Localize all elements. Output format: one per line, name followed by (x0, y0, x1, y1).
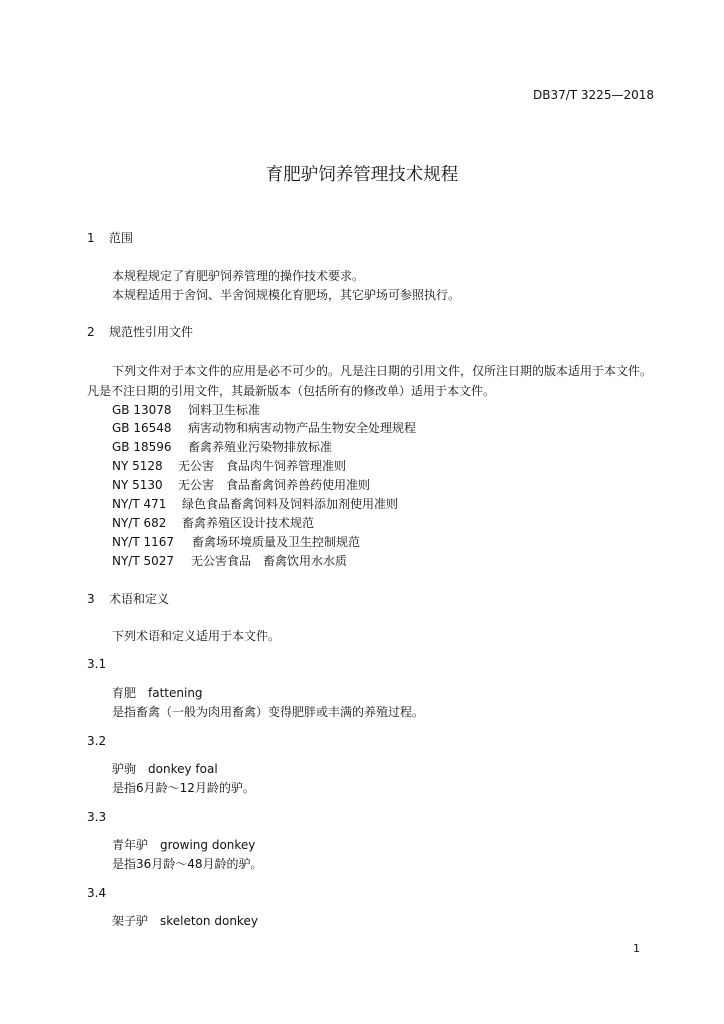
reference-item (112, 534, 360, 550)
reference-code: NY 5130 (112, 478, 163, 492)
term-number: 3.1 (87, 657, 107, 671)
reference-name: 无公害食品 畜禽饮用水水质 (191, 554, 348, 568)
term-en: skeleton donkey (160, 914, 258, 928)
section-1-heading (87, 230, 133, 246)
term-number: 3.2 (87, 734, 107, 748)
term-zh: 育肥 (112, 686, 137, 700)
document-title: 育肥驴饲养管理技术规程 (265, 165, 459, 185)
intro-paragraph: 下列术语和定义适用于本文件。 (112, 629, 281, 643)
term-definition: 是指畜禽（一般为肉用畜禽）变得肥胖或丰满的养殖过程。 (112, 705, 425, 719)
reference-code: NY 5128 (112, 459, 163, 473)
reference-name: 绿色食品畜禽饲料及饲料添加剂使用准则 (182, 497, 399, 511)
reference-name: 无公害 食品肉牛饲养管理准则 (178, 459, 347, 473)
reference-item (112, 553, 347, 569)
reference-code: GB 16548 (112, 421, 172, 435)
paragraph: 本规程规定了育肥驴饲养管理的操作技术要求。 (112, 269, 365, 283)
section-number: 2 (87, 325, 95, 339)
reference-name: 畜禽场环境质量及卫生控制规范 (192, 535, 361, 549)
reference-code: NY/T 682 (112, 516, 167, 530)
section-2-heading (87, 324, 193, 340)
reference-name: 无公害 食品畜禽饲养兽药使用准则 (178, 478, 371, 492)
section-number: 1 (87, 231, 95, 245)
term-zh: 青年驴 (112, 838, 149, 852)
term-en: donkey foal (148, 762, 218, 776)
reference-code: NY/T 471 (112, 497, 167, 511)
reference-item (112, 458, 346, 474)
reference-item (112, 420, 416, 436)
term-number: 3.4 (87, 886, 107, 900)
reference-name: 病害动物和病害动物产品生物安全处理规程 (188, 421, 417, 435)
reference-code: GB 18596 (112, 440, 172, 454)
term-number: 3.3 (87, 810, 107, 824)
term-en: growing donkey (160, 838, 256, 852)
term-entry (112, 913, 258, 929)
term-entry (112, 761, 218, 777)
reference-item (112, 402, 260, 418)
term-definition: 是指6月龄～12月龄的驴。 (112, 781, 255, 795)
reference-code: NY/T 5027 (112, 554, 175, 568)
section-3-heading (87, 591, 169, 607)
reference-item (112, 439, 332, 455)
reference-item (112, 515, 314, 531)
reference-item (112, 477, 370, 493)
term-zh: 驴驹 (112, 762, 137, 776)
reference-name: 畜禽养殖业污染物排放标准 (188, 440, 333, 454)
intro-paragraph: 下列文件对于本文件的应用是必不可少的。凡是注日期的引用文件，仅所注日期的版本适用于本文件。凡是不注日期的引用文件，其最新版本（包括所有的修改单）适用于本文件。 (87, 364, 653, 398)
section-title: 规范性引用文件 (109, 325, 194, 339)
standard-code: DB37/T 3225—2018 (532, 88, 654, 102)
term-entry (112, 685, 203, 701)
reference-code: GB 13078 (112, 403, 172, 417)
page-number: 1 (633, 942, 640, 955)
term-entry (112, 837, 255, 853)
term-definition: 是指36月龄～48月龄的驴。 (112, 857, 263, 871)
reference-name: 畜禽养殖区设计技术规范 (182, 516, 315, 530)
term-en: fattening (148, 686, 203, 700)
reference-code: NY/T 1167 (112, 535, 175, 549)
paragraph: 本规程适用于舍饲、半舍饲规模化育肥场，其它驴场可参照执行。 (112, 288, 461, 302)
term-zh: 架子驴 (112, 914, 149, 928)
section-title: 术语和定义 (109, 592, 170, 606)
reference-item (112, 496, 398, 512)
section-title: 范围 (109, 231, 134, 245)
reference-name: 饲料卫生标准 (188, 403, 261, 417)
section-number: 3 (87, 592, 95, 606)
